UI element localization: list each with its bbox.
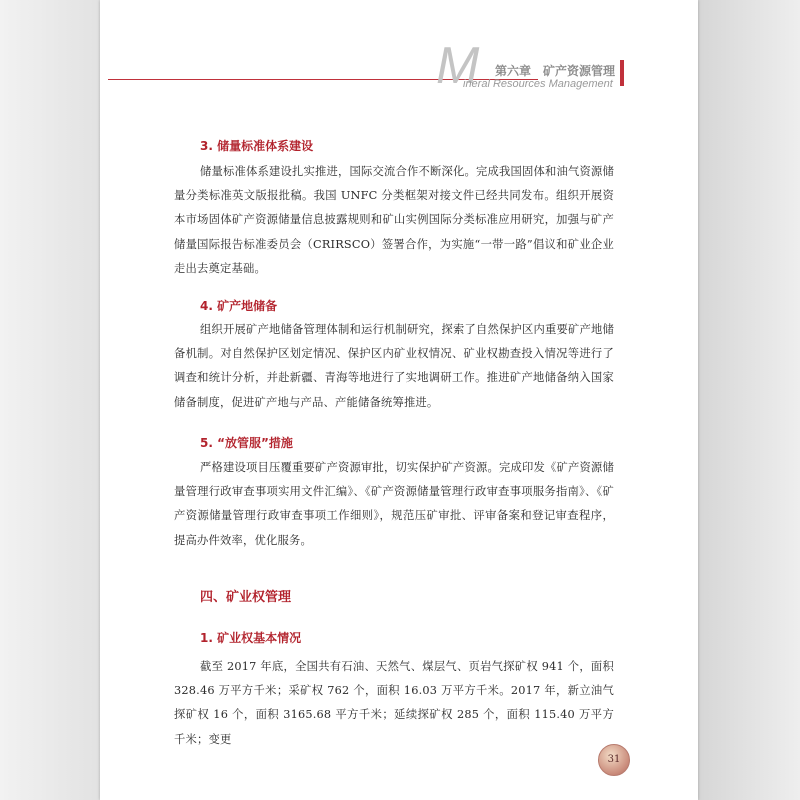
right-margin-shade bbox=[698, 0, 800, 800]
section-heading-3: 3. 储量标准体系建设 bbox=[200, 139, 314, 153]
part-heading-4: 四、矿业权管理 bbox=[200, 590, 292, 605]
subsection-heading-1: 1. 矿业权基本情况 bbox=[200, 631, 302, 645]
section-paragraph-3: 储量标准体系建设扎实推进，国际交流合作不断深化。完成我国固体和油气资源储量分类标准英文版报批稿。我国 UNFC 分类框架对接文件已经共同发布。组织开展资本市场固体矿产资源储量信息披露规则和矿山实例国际分类标准应用研究，加强与矿产储量国际报告标准委员会（CRIRSCO）签署合作，为实施“一带一路”倡议和矿业企业走出去奠定基础。 bbox=[174, 165, 614, 275]
section-heading-4: 4. 矿产地储备 bbox=[200, 299, 278, 313]
section-paragraph-5: 严格建设项目压覆重要矿产资源审批，切实保护矿产资源。完成印发《矿产资源储量管理行政审查事项实用文件汇编》、《矿产资源储量管理行政审查事项服务指南》、《矿产资源储量管理行政审查事项工作细则》，规范压矿审批、评审备案和登记审查程序，提高办件效率，优化服务。 bbox=[174, 461, 614, 547]
header-decorative-letter: M bbox=[436, 37, 480, 95]
chapter-title-english: ineral Resources Management bbox=[463, 78, 613, 90]
subsection-paragraph-1: 截至 2017 年底，全国共有石油、天然气、煤层气、页岩气探矿权 941 个，面积 328.46 万平方千米；采矿权 762 个，面积 16.03 万平方千米。2017 年，新立油气探矿权 16 个，面积 3165.68 平方千米；延续探矿权 285 个，面积 115.40 万平方千米；变更 bbox=[174, 660, 614, 746]
left-margin-shade bbox=[0, 0, 100, 800]
section-heading-5: 5. “放管服”措施 bbox=[200, 436, 293, 450]
section-paragraph-4: 组织开展矿产地储备管理体制和运行机制研究，探索了自然保护区内重要矿产地储备机制。对自然保护区划定情况、保护区内矿业权情况、矿业权勘查投入情况等进行了调查和统计分析，并赴新疆、青海等地进行了实地调研工作。推进矿产地储备纳入国家储备制度，促进矿产地与产品、产能储备统筹推进。 bbox=[174, 323, 614, 409]
chapter-title: 第六章 矿产资源管理 bbox=[495, 64, 616, 78]
page-number-badge: 31 bbox=[598, 744, 630, 776]
header-accent-bar bbox=[620, 60, 624, 86]
